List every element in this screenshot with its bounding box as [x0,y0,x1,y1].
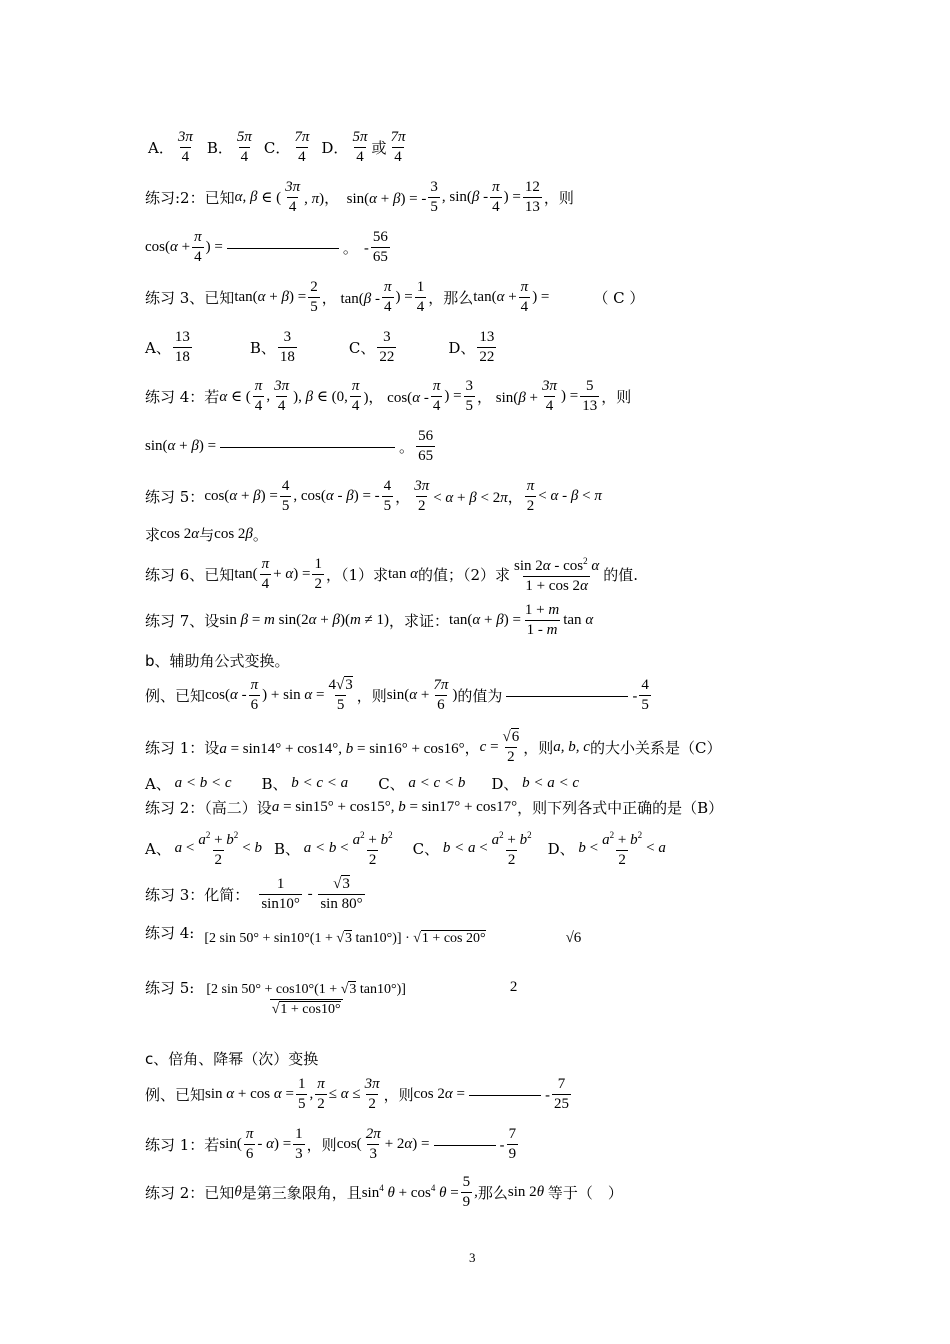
exercise-5-ask: 求 cos 2α 与 cos 2β 。 [145,526,268,544]
example-c: 例、已知 sin α + cos α = $\frac{1}{5}$ , $\frac{\pi}{2}$ ≤ α ≤ $\frac{3\pi}{2}$ ，则 cos 2α = - $\frac{7}{25}$ [145,1076,570,1112]
practice-b2: 练习 2：（高二）设 a = sin15° + cos15°, b = sin17° + cos17° ，则下列各式中正确的是（B） [145,799,724,817]
exercise-3: 练习 3、已知 tan(α + β) = $\frac{2}{5}$ ， tan(β - $\frac{\pi}{4}$ ) = $\frac{1}{4}$ ，那么 tan(α + $\frac{\pi}{4}$ ) = （ C ） [145,279,645,315]
frac-7pi-4: $\frac{7\pi}{4}$ [294,129,310,165]
answer-blank [220,446,395,448]
exercise-7: 练习 7、设 sin β = m sin(2α + β)(m ≠ 1) ，求证： tan(α + β) = $\frac{1 + m}{1 - m}$ tan α [145,602,594,638]
answer-blank [227,247,339,249]
exercise-4-answer: sin(α + β) = 。 $\frac{56}{65}$ [145,428,434,464]
section-c-heading: c、倍角、降幂（次）变换 [145,1050,319,1068]
choice-a: A． [148,139,174,157]
section-b-heading: b、辅助角公式变换。 [145,652,290,670]
exercise-2-answer: cos(α + $\frac{\pi}{4}$ ) = 。 - $\frac{56}{65}$ [145,229,388,265]
practice-b1-options: A、 a < b < c B、 b < c < a C、 a < c < b D、 b < a < c [145,775,580,793]
exercise-6: 练习 6、已知 tan( $\frac{\pi}{4}$ + α) = $\frac{1}{2}$ ，（1）求 tan α 的值；（2）求 $\frac{\sin 2\alpha - \cos^2 \alpha}{1 + \cos 2\alpha}$ 的值. [145,555,639,594]
answer-blank [506,695,628,697]
practice-b4: 练习 4: [2 sin 50° + sin10°(1 + √3 tan10°)] · √1 + cos 20° √6 [145,924,582,946]
ex2-label: 练习:2：已知 [145,189,235,207]
frac-3pi-4: $\frac{3\pi}{4}$ [177,129,193,165]
exercise-3-options: A、 $\frac{13}{18}$ B、 $\frac{3}{18}$ C、 $\frac{3}{22}$ D、 $\frac{13}{22}$ [145,329,495,365]
frac-7pi-4-d: $\frac{7\pi}{4}$ [390,129,406,165]
practice-b2-options: A、 a < $\frac{a^2 + b^2}{2}$ < b B、 a < b < $\frac{a^2 + b^2}{2}$ C、 b < a < $\frac{a^2 + b^2}{2}$ D、 b < $\frac{a^2 + b^2}{2}$ < a [145,830,666,868]
answer-blank [434,1144,496,1146]
choices-top [148,128,409,167]
exercise-4: 练习 4：若 α ∈ ( $\frac{\pi}{4}$ , $\frac{3\pi}{4}$ ), β ∈ (0, $\frac{\pi}{4}$ )， cos(α - $\frac{\pi}{4}$ ) = $\frac{3}{5}$ ， sin(β + $\frac{3\pi}{4}$ ) = $\frac{5}{13}$ ，则 [145,378,632,414]
choice-b: B． [206,139,233,157]
frac-5pi-4-d: $\frac{5\pi}{4}$ [352,129,368,165]
frac-5pi-4: $\frac{5\pi}{4}$ [236,129,252,165]
practice-c1: 练习 1：若 sin( $\frac{\pi}{6}$ - α) = $\frac{1}{3}$ ，则 cos( $\frac{2\pi}{3}$ + 2α) = - $\frac{7}{9}$ [145,1126,517,1162]
choice-d: D． [321,139,349,157]
practice-c2: 练习 2：已知 θ 是第三象限角，且 $\sin^4 \theta + \cos^4 \theta$ = $\frac{5}{9}$ , 那么 sin 2θ 等于（ ） [145,1174,623,1210]
page-number: 3 [469,1250,476,1265]
exercise-2: 练习:2：已知 α, β ∈ ( $\frac{3\pi}{4}$ , π)， sin(α + β) = - $\frac{3}{5}$ , sin(β - $\frac{\pi}{4}$ ) = $\frac{12}{13}$ ，则 [145,179,574,215]
practice-b3: 练习 3：化简： $\frac{1}{\sin 10^\circ}$ - $\frac{√3}{\sin 80^\circ}$ [145,876,363,912]
example-b: 例、已知 cos(α - $\frac{\pi}{6}$ ) + sin α = $\frac{4√3}{5}$ ，则 sin(α + $\frac{7\pi}{6}$ ) 的值为 - $\frac{4}{5}$ [145,677,649,713]
exercise-5: 练习 5： cos(α + β) = $\frac{4}{5}$ , cos(α - β) = - $\frac{4}{5}$ ， $\frac{3\pi}{2}$ < α + β < 2π， $\frac{\pi}{2}$ < α - β < π [145,478,602,514]
practice-b1: 练习 1：设 a = sin14° + cos14°, b = sin16° + cos16°， c = $\frac{√6}{2}$ ，则 a, b, c 的大小关系是（C） [145,729,722,765]
choice-c: C． [263,139,291,157]
practice-b5: 练习 5: $\frac{[2 \sin 50^\circ + \cos 10^\circ(1 + √3 \tan 10^\circ)]}{√1 + \cos 10^\circ}$ 2 [145,979,518,1017]
or-text: 或 [371,139,387,157]
answer-blank [469,1094,541,1096]
